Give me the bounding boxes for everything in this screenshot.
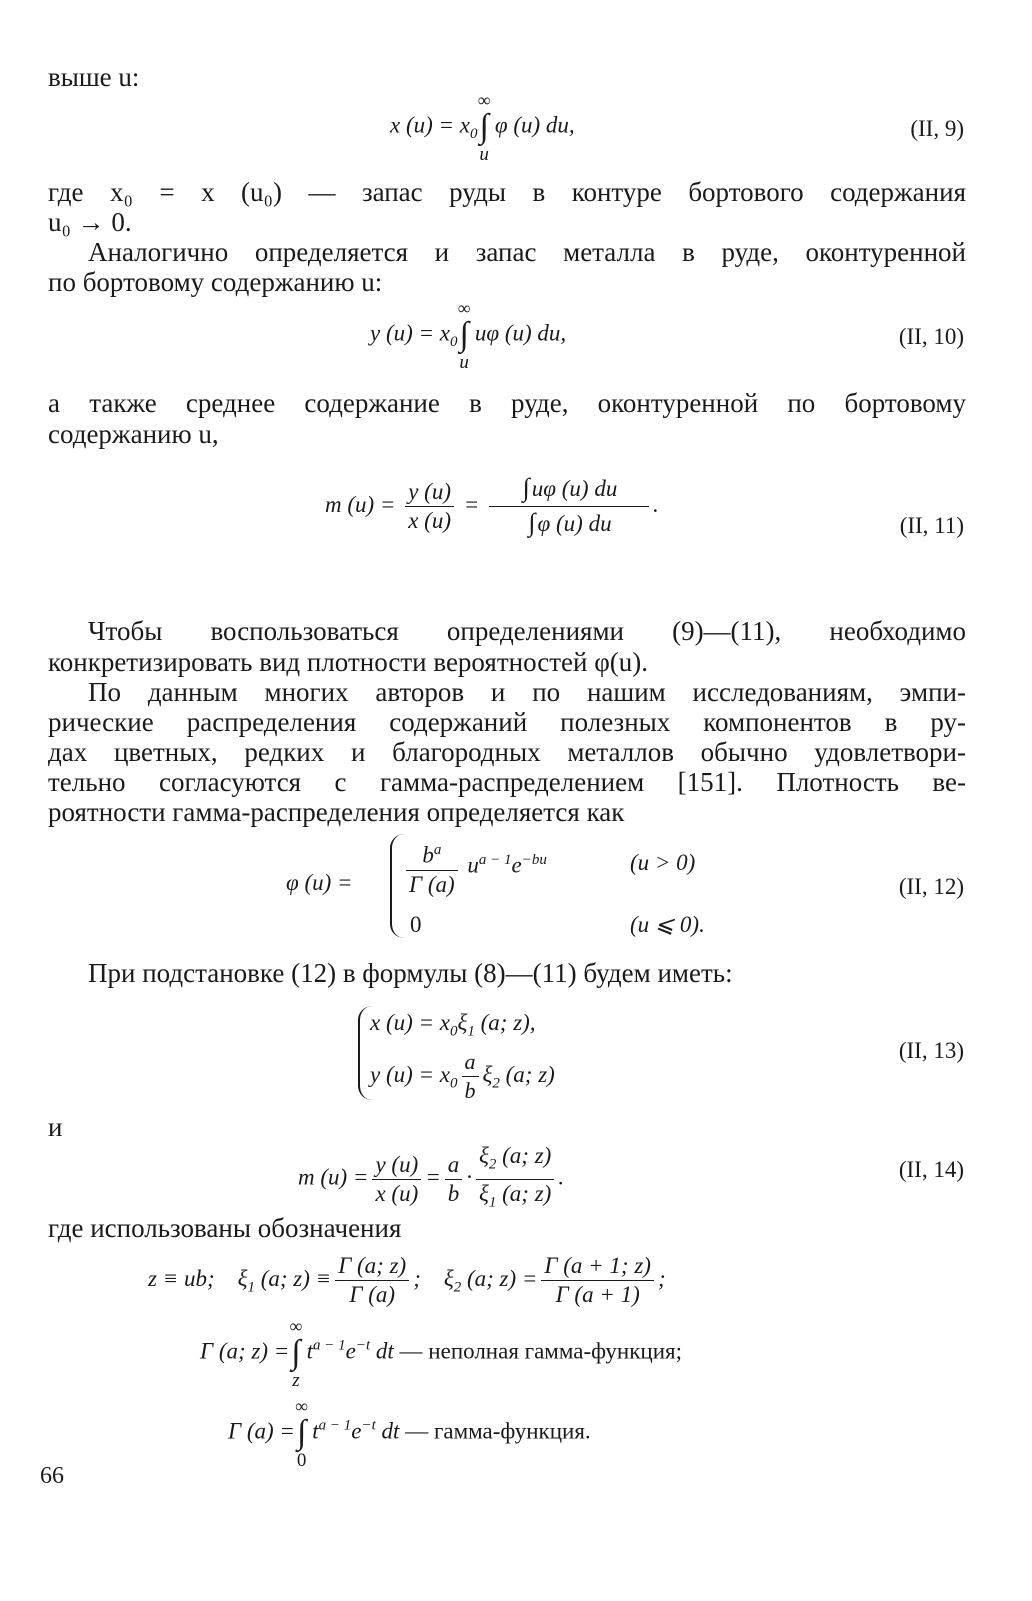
text-line: и	[48, 1112, 63, 1142]
formula-caption: — гамма-функция.	[405, 1418, 591, 1444]
text-line: Аналогично определяется и запас металла в руде, оконтуренной	[88, 237, 966, 267]
text-line: роятности гамма-распределения определяется как	[48, 797, 625, 827]
text-line: конкретизировать вид плотности вероятностей φ(u).	[48, 647, 649, 677]
text-line: По данным многих авторов и по нашим исследованиям, эмпи-	[88, 677, 966, 707]
formula-ii-12-case1: $\frac{b^a}{\Gamma (a)}$ $u^{a - 1}e^{-bu}$	[402, 836, 547, 899]
formula-ii-12-lhs: φ (u) =	[286, 870, 353, 895]
text-line: u₀ → 0.	[48, 207, 132, 237]
formula-caption: — неполная гамма-функция;	[399, 1338, 683, 1364]
formula-gamma: Γ (a) = ∞ ∫ 0 $t^{a - 1}e^{-t}$ dt — гамма-функция.	[228, 1396, 591, 1471]
text-line: содержанию u,	[48, 419, 219, 449]
equation-number: (II, 11)	[899, 513, 964, 538]
formula-ii-14: m (u) = $\frac{y (u)}{x (u)}$ = $\frac{a}{b}$ · $\frac{\xi_2 (a; z)}{\xi_1 (a; z)}$ .	[298, 1143, 565, 1211]
text-line: дах цветных, редких и благородных металлов обычно удовлетвори-	[48, 737, 966, 767]
formula-ii-12-cond1: (u > 0)	[630, 850, 696, 875]
text-line: рические распределения содержаний полезных компонентов в ру-	[48, 707, 966, 737]
text-line: выше u:	[48, 62, 140, 92]
page-number: 66	[40, 1463, 64, 1489]
formula-ii-12-cond2: (u ⩽ 0).	[630, 912, 705, 937]
text-line: Чтобы воспользоваться определениями (9)—(11), необходимо	[88, 616, 966, 646]
formula-ii-10: y $(u) = x_0$ ∞ ∫ u uφ (u) du,	[370, 298, 567, 373]
formula-ii-12-case2: 0	[410, 912, 422, 937]
formula-ii-9: x $(u) = x_0$ ∞ ∫ u φ (u) du,	[390, 90, 575, 165]
text-line: где использованы обозначения	[48, 1213, 402, 1243]
equation-number: (II, 12)	[898, 874, 964, 899]
text-line: При подстановке (12) в формулы (8)—(11) будем иметь:	[88, 958, 733, 988]
formula-notations: z ≡ ub; $\xi_1$ (a; z) ≡ $\frac{\Gamma (a; z)}{\Gamma (a)}$ ; $\xi_2$ (a; z) = $\frac{\Gamma (a + 1; z)}{\Gamma (a + 1)}$ ;	[148, 1253, 666, 1307]
text-line: а также среднее содержание в руде, оконтуренной по бортовому	[48, 388, 966, 418]
text-line: тельно согласуются с гамма-распределением [151]. Плотность ве-	[48, 767, 966, 797]
text-line: где x₀ = x (u₀) — запас руды в контуре бортового содержания	[48, 177, 966, 207]
formula-ii-11: m (u) = $\frac{y (u)}{x (u)}$ = ∫ uφ (u) du ∫ φ (u) du .	[325, 473, 659, 537]
formula-ii-13-line2: y $(u) = x_0$ $\frac{a}{b}$ $\xi_2$ (a; z)	[370, 1049, 555, 1103]
equation-number: (II, 14)	[898, 1157, 964, 1182]
equation-number: (II, 13)	[898, 1038, 964, 1063]
equation-number: (II, 9)	[910, 116, 964, 141]
formula-incomplete-gamma: Γ (a; z) = ∞ ∫ z $t^{a - 1}e^{-t}$ dt — неполная гамма-функция;	[200, 1316, 683, 1391]
equation-number: (II, 10)	[898, 324, 964, 349]
formula-ii-13-line1: x $(u) = x_0\xi_1$ (a; z),	[370, 1010, 536, 1040]
text-line: по бортовому содержанию u:	[48, 267, 383, 297]
